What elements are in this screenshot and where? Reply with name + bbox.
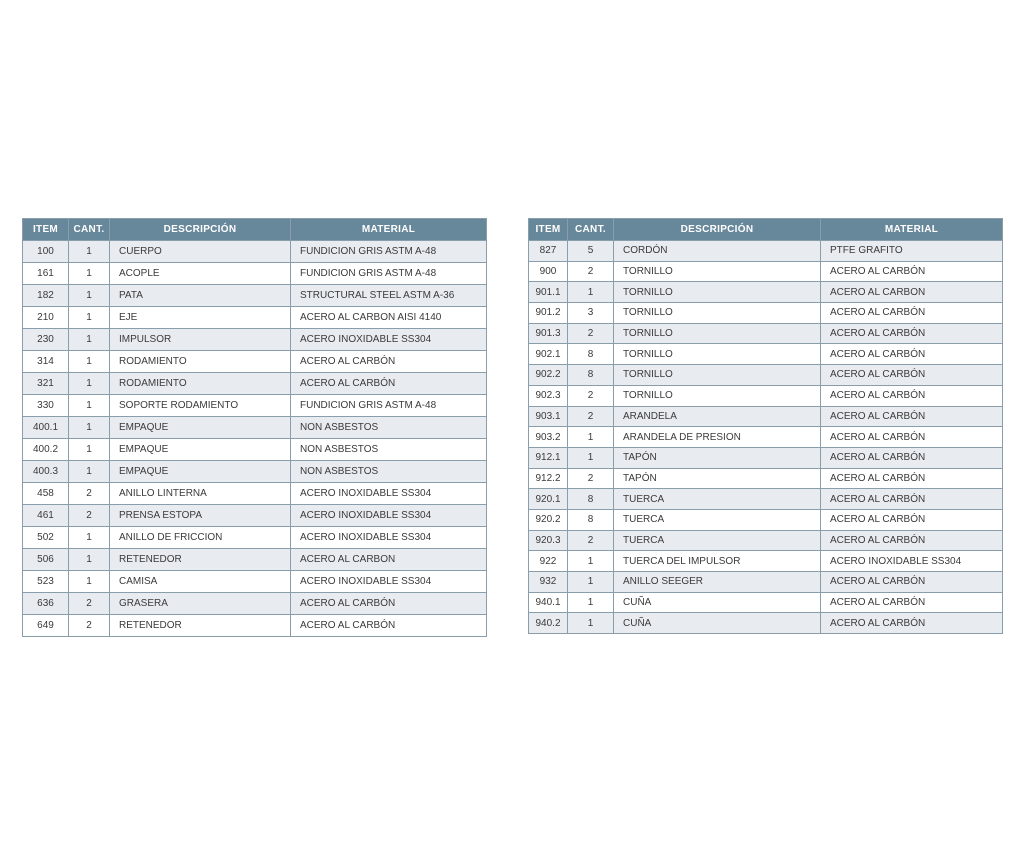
table-cell: ACERO AL CARBÓN xyxy=(821,613,1003,634)
table-cell: 2 xyxy=(568,385,614,406)
table-cell: 827 xyxy=(529,241,568,262)
table-cell: ANILLO LINTERNA xyxy=(110,483,291,505)
table-row xyxy=(23,527,487,549)
table-cell: CUERPO xyxy=(110,241,291,263)
table-cell: CUÑA xyxy=(614,592,821,613)
table-cell: 920.3 xyxy=(529,530,568,551)
table-cell: 2 xyxy=(568,406,614,427)
table-row xyxy=(23,373,487,395)
table-cell: 902.2 xyxy=(529,365,568,386)
table-row xyxy=(23,505,487,527)
table-row xyxy=(23,461,487,483)
table-cell: 1 xyxy=(568,592,614,613)
parts-table-left xyxy=(22,218,487,637)
table-row xyxy=(23,241,487,263)
table-cell: 502 xyxy=(23,527,69,549)
table-cell: 903.2 xyxy=(529,427,568,448)
table-body-right xyxy=(529,241,1003,634)
table-cell: EJE xyxy=(110,307,291,329)
table-cell: ACERO AL CARBÓN xyxy=(821,592,1003,613)
table-cell: 1 xyxy=(69,285,110,307)
table-row xyxy=(529,447,1003,468)
table-cell: 321 xyxy=(23,373,69,395)
table-cell: TORNILLO xyxy=(614,344,821,365)
table-cell: CAMISA xyxy=(110,571,291,593)
table-cell: FUNDICION GRIS ASTM A-48 xyxy=(291,241,487,263)
table-cell: RETENEDOR xyxy=(110,549,291,571)
table-cell: 649 xyxy=(23,615,69,637)
table-cell: ACERO AL CARBÓN xyxy=(821,261,1003,282)
table-row xyxy=(529,365,1003,386)
table-cell: ACERO AL CARBÓN xyxy=(821,572,1003,593)
table-row xyxy=(529,261,1003,282)
table-row xyxy=(23,593,487,615)
table-cell: 901.3 xyxy=(529,323,568,344)
table-cell: 8 xyxy=(568,489,614,510)
table-cell: 1 xyxy=(568,427,614,448)
table-cell: 636 xyxy=(23,593,69,615)
table-cell: 1 xyxy=(69,329,110,351)
table-cell: TORNILLO xyxy=(614,323,821,344)
table-row xyxy=(23,329,487,351)
table-cell: 8 xyxy=(568,509,614,530)
table-row xyxy=(529,489,1003,510)
table-cell: EMPAQUE xyxy=(110,417,291,439)
table-row xyxy=(23,483,487,505)
table-cell: ACERO AL CARBÓN xyxy=(821,427,1003,448)
table-cell: 912.2 xyxy=(529,468,568,489)
table-cell: SOPORTE RODAMIENTO xyxy=(110,395,291,417)
table-cell: 314 xyxy=(23,351,69,373)
column-header-descripcion: DESCRIPCIÓN xyxy=(110,219,291,241)
table-cell: EMPAQUE xyxy=(110,461,291,483)
table-cell: 1 xyxy=(69,241,110,263)
table-cell: 922 xyxy=(529,551,568,572)
table-cell: 1 xyxy=(69,307,110,329)
table-row xyxy=(23,615,487,637)
table-row xyxy=(23,439,487,461)
table-cell: ACERO AL CARBÓN xyxy=(821,530,1003,551)
table-cell: GRASERA xyxy=(110,593,291,615)
table-cell: IMPULSOR xyxy=(110,329,291,351)
table-cell: 400.1 xyxy=(23,417,69,439)
table-cell: 210 xyxy=(23,307,69,329)
column-header-item: ITEM xyxy=(529,219,568,241)
table-cell: ACERO AL CARBÓN xyxy=(821,303,1003,324)
table-cell: ACERO AL CARBÓN xyxy=(291,615,487,637)
table-cell: PATA xyxy=(110,285,291,307)
table-cell: FUNDICION GRIS ASTM A-48 xyxy=(291,263,487,285)
table-cell: ACERO AL CARBÓN xyxy=(821,468,1003,489)
table-cell: ARANDELA xyxy=(614,406,821,427)
table-cell: ACERO AL CARBON xyxy=(291,549,487,571)
table-cell: 1 xyxy=(69,373,110,395)
table-cell: 2 xyxy=(69,615,110,637)
table-cell: TAPÓN xyxy=(614,447,821,468)
table-cell: ANILLO DE FRICCION xyxy=(110,527,291,549)
table-cell: 1 xyxy=(568,282,614,303)
table-cell: ACERO AL CARBÓN xyxy=(291,373,487,395)
table-row xyxy=(529,406,1003,427)
table-cell: 1 xyxy=(69,571,110,593)
table-cell: ANILLO SEEGER xyxy=(614,572,821,593)
table-row xyxy=(529,323,1003,344)
table-row xyxy=(529,303,1003,324)
table-cell: 2 xyxy=(69,593,110,615)
table-row xyxy=(529,241,1003,262)
table-cell: 1 xyxy=(69,461,110,483)
table-cell: 940.1 xyxy=(529,592,568,613)
table-cell: TORNILLO xyxy=(614,303,821,324)
table-row xyxy=(529,385,1003,406)
table-cell: ARANDELA DE PRESION xyxy=(614,427,821,448)
table-cell: 932 xyxy=(529,572,568,593)
table-row xyxy=(23,571,487,593)
table-cell: ACERO AL CARBÓN xyxy=(291,351,487,373)
table-cell: ACERO AL CARBÓN xyxy=(821,489,1003,510)
table-cell: 458 xyxy=(23,483,69,505)
table-cell: ACERO AL CARBÓN xyxy=(821,447,1003,468)
table-cell: 182 xyxy=(23,285,69,307)
table-row xyxy=(23,549,487,571)
table-row xyxy=(23,351,487,373)
table-cell: 1 xyxy=(568,551,614,572)
table-cell: EMPAQUE xyxy=(110,439,291,461)
table-cell: 8 xyxy=(568,365,614,386)
table-cell: 400.3 xyxy=(23,461,69,483)
table-row xyxy=(529,551,1003,572)
table-row xyxy=(529,530,1003,551)
table-cell: TAPÓN xyxy=(614,468,821,489)
table-cell: RODAMIENTO xyxy=(110,373,291,395)
table-cell: PTFE GRAFITO xyxy=(821,241,1003,262)
table-row xyxy=(529,572,1003,593)
table-cell: TORNILLO xyxy=(614,365,821,386)
table-cell: ACERO AL CARBON xyxy=(821,282,1003,303)
table-cell: 161 xyxy=(23,263,69,285)
table-row xyxy=(529,427,1003,448)
table-cell: ACOPLE xyxy=(110,263,291,285)
table-cell: ACERO INOXIDABLE SS304 xyxy=(821,551,1003,572)
table-cell: 523 xyxy=(23,571,69,593)
table-cell: TORNILLO xyxy=(614,261,821,282)
table-cell: NON ASBESTOS xyxy=(291,461,487,483)
table-row xyxy=(529,509,1003,530)
table-row xyxy=(23,307,487,329)
table-cell: ACERO AL CARBÓN xyxy=(821,365,1003,386)
table-cell: 912.1 xyxy=(529,447,568,468)
table-cell: ACERO INOXIDABLE SS304 xyxy=(291,527,487,549)
table-row xyxy=(23,395,487,417)
table-cell: TUERCA xyxy=(614,509,821,530)
table-cell: NON ASBESTOS xyxy=(291,439,487,461)
table-cell: 2 xyxy=(69,483,110,505)
table-cell: 400.2 xyxy=(23,439,69,461)
table-cell: PRENSA ESTOPA xyxy=(110,505,291,527)
table-cell: 330 xyxy=(23,395,69,417)
table-row xyxy=(23,417,487,439)
table-cell: 901.2 xyxy=(529,303,568,324)
table-cell: 5 xyxy=(568,241,614,262)
table-row xyxy=(529,592,1003,613)
table-cell: 2 xyxy=(568,530,614,551)
table-header-row xyxy=(23,219,487,241)
table-cell: ACERO AL CARBÓN xyxy=(821,385,1003,406)
table-cell: ACERO AL CARBÓN xyxy=(821,406,1003,427)
table-cell: ACERO AL CARBÓN xyxy=(821,509,1003,530)
table-cell: 461 xyxy=(23,505,69,527)
table-cell: 940.2 xyxy=(529,613,568,634)
table-cell: 1 xyxy=(69,263,110,285)
table-cell: TUERCA DEL IMPULSOR xyxy=(614,551,821,572)
table-cell: 2 xyxy=(568,261,614,282)
table-cell: ACERO INOXIDABLE SS304 xyxy=(291,505,487,527)
table-cell: 2 xyxy=(568,468,614,489)
table-cell: 1 xyxy=(69,351,110,373)
table-cell: FUNDICION GRIS ASTM A-48 xyxy=(291,395,487,417)
table-cell: 1 xyxy=(69,439,110,461)
table-cell: 2 xyxy=(568,323,614,344)
table-cell: ACERO INOXIDABLE SS304 xyxy=(291,329,487,351)
table-cell: RETENEDOR xyxy=(110,615,291,637)
table-row xyxy=(529,344,1003,365)
column-header-cant: CANT. xyxy=(568,219,614,241)
column-header-descripcion: DESCRIPCIÓN xyxy=(614,219,821,241)
table-cell: TORNILLO xyxy=(614,282,821,303)
table-cell: 920.1 xyxy=(529,489,568,510)
table-cell: 903.1 xyxy=(529,406,568,427)
table-cell: ACERO AL CARBÓN xyxy=(821,323,1003,344)
table-body-left xyxy=(23,241,487,637)
table-cell: ACERO AL CARBÓN xyxy=(291,593,487,615)
table-cell: ACERO INOXIDABLE SS304 xyxy=(291,571,487,593)
table-cell: TUERCA xyxy=(614,489,821,510)
table-cell: 902.1 xyxy=(529,344,568,365)
table-cell: 1 xyxy=(69,549,110,571)
table-cell: ACERO AL CARBON AISI 4140 xyxy=(291,307,487,329)
column-header-material: MATERIAL xyxy=(821,219,1003,241)
table-header-row xyxy=(529,219,1003,241)
table-cell: 1 xyxy=(69,417,110,439)
table-cell: STRUCTURAL STEEL ASTM A-36 xyxy=(291,285,487,307)
column-header-cant: CANT. xyxy=(69,219,110,241)
table-cell: 1 xyxy=(568,447,614,468)
table-cell: 1 xyxy=(568,572,614,593)
table-cell: 1 xyxy=(69,395,110,417)
parts-table-right xyxy=(528,218,1003,634)
table-cell: 8 xyxy=(568,344,614,365)
table-cell: 3 xyxy=(568,303,614,324)
table-cell: ACERO INOXIDABLE SS304 xyxy=(291,483,487,505)
table-cell: 900 xyxy=(529,261,568,282)
table-row xyxy=(529,613,1003,634)
table-cell: 230 xyxy=(23,329,69,351)
table-cell: 506 xyxy=(23,549,69,571)
table-row xyxy=(529,468,1003,489)
table-cell: ACERO AL CARBÓN xyxy=(821,344,1003,365)
table-cell: 901.1 xyxy=(529,282,568,303)
table-row xyxy=(529,282,1003,303)
table-cell: 1 xyxy=(568,613,614,634)
table-cell: RODAMIENTO xyxy=(110,351,291,373)
table-cell: CUÑA xyxy=(614,613,821,634)
table-cell: TUERCA xyxy=(614,530,821,551)
table-cell: 902.3 xyxy=(529,385,568,406)
table-cell: 1 xyxy=(69,527,110,549)
column-header-item: ITEM xyxy=(23,219,69,241)
table-cell: TORNILLO xyxy=(614,385,821,406)
table-cell: CORDÓN xyxy=(614,241,821,262)
table-row xyxy=(23,285,487,307)
table-row xyxy=(23,263,487,285)
table-cell: 100 xyxy=(23,241,69,263)
column-header-material: MATERIAL xyxy=(291,219,487,241)
table-cell: 920.2 xyxy=(529,509,568,530)
table-cell: 2 xyxy=(69,505,110,527)
table-cell: NON ASBESTOS xyxy=(291,417,487,439)
